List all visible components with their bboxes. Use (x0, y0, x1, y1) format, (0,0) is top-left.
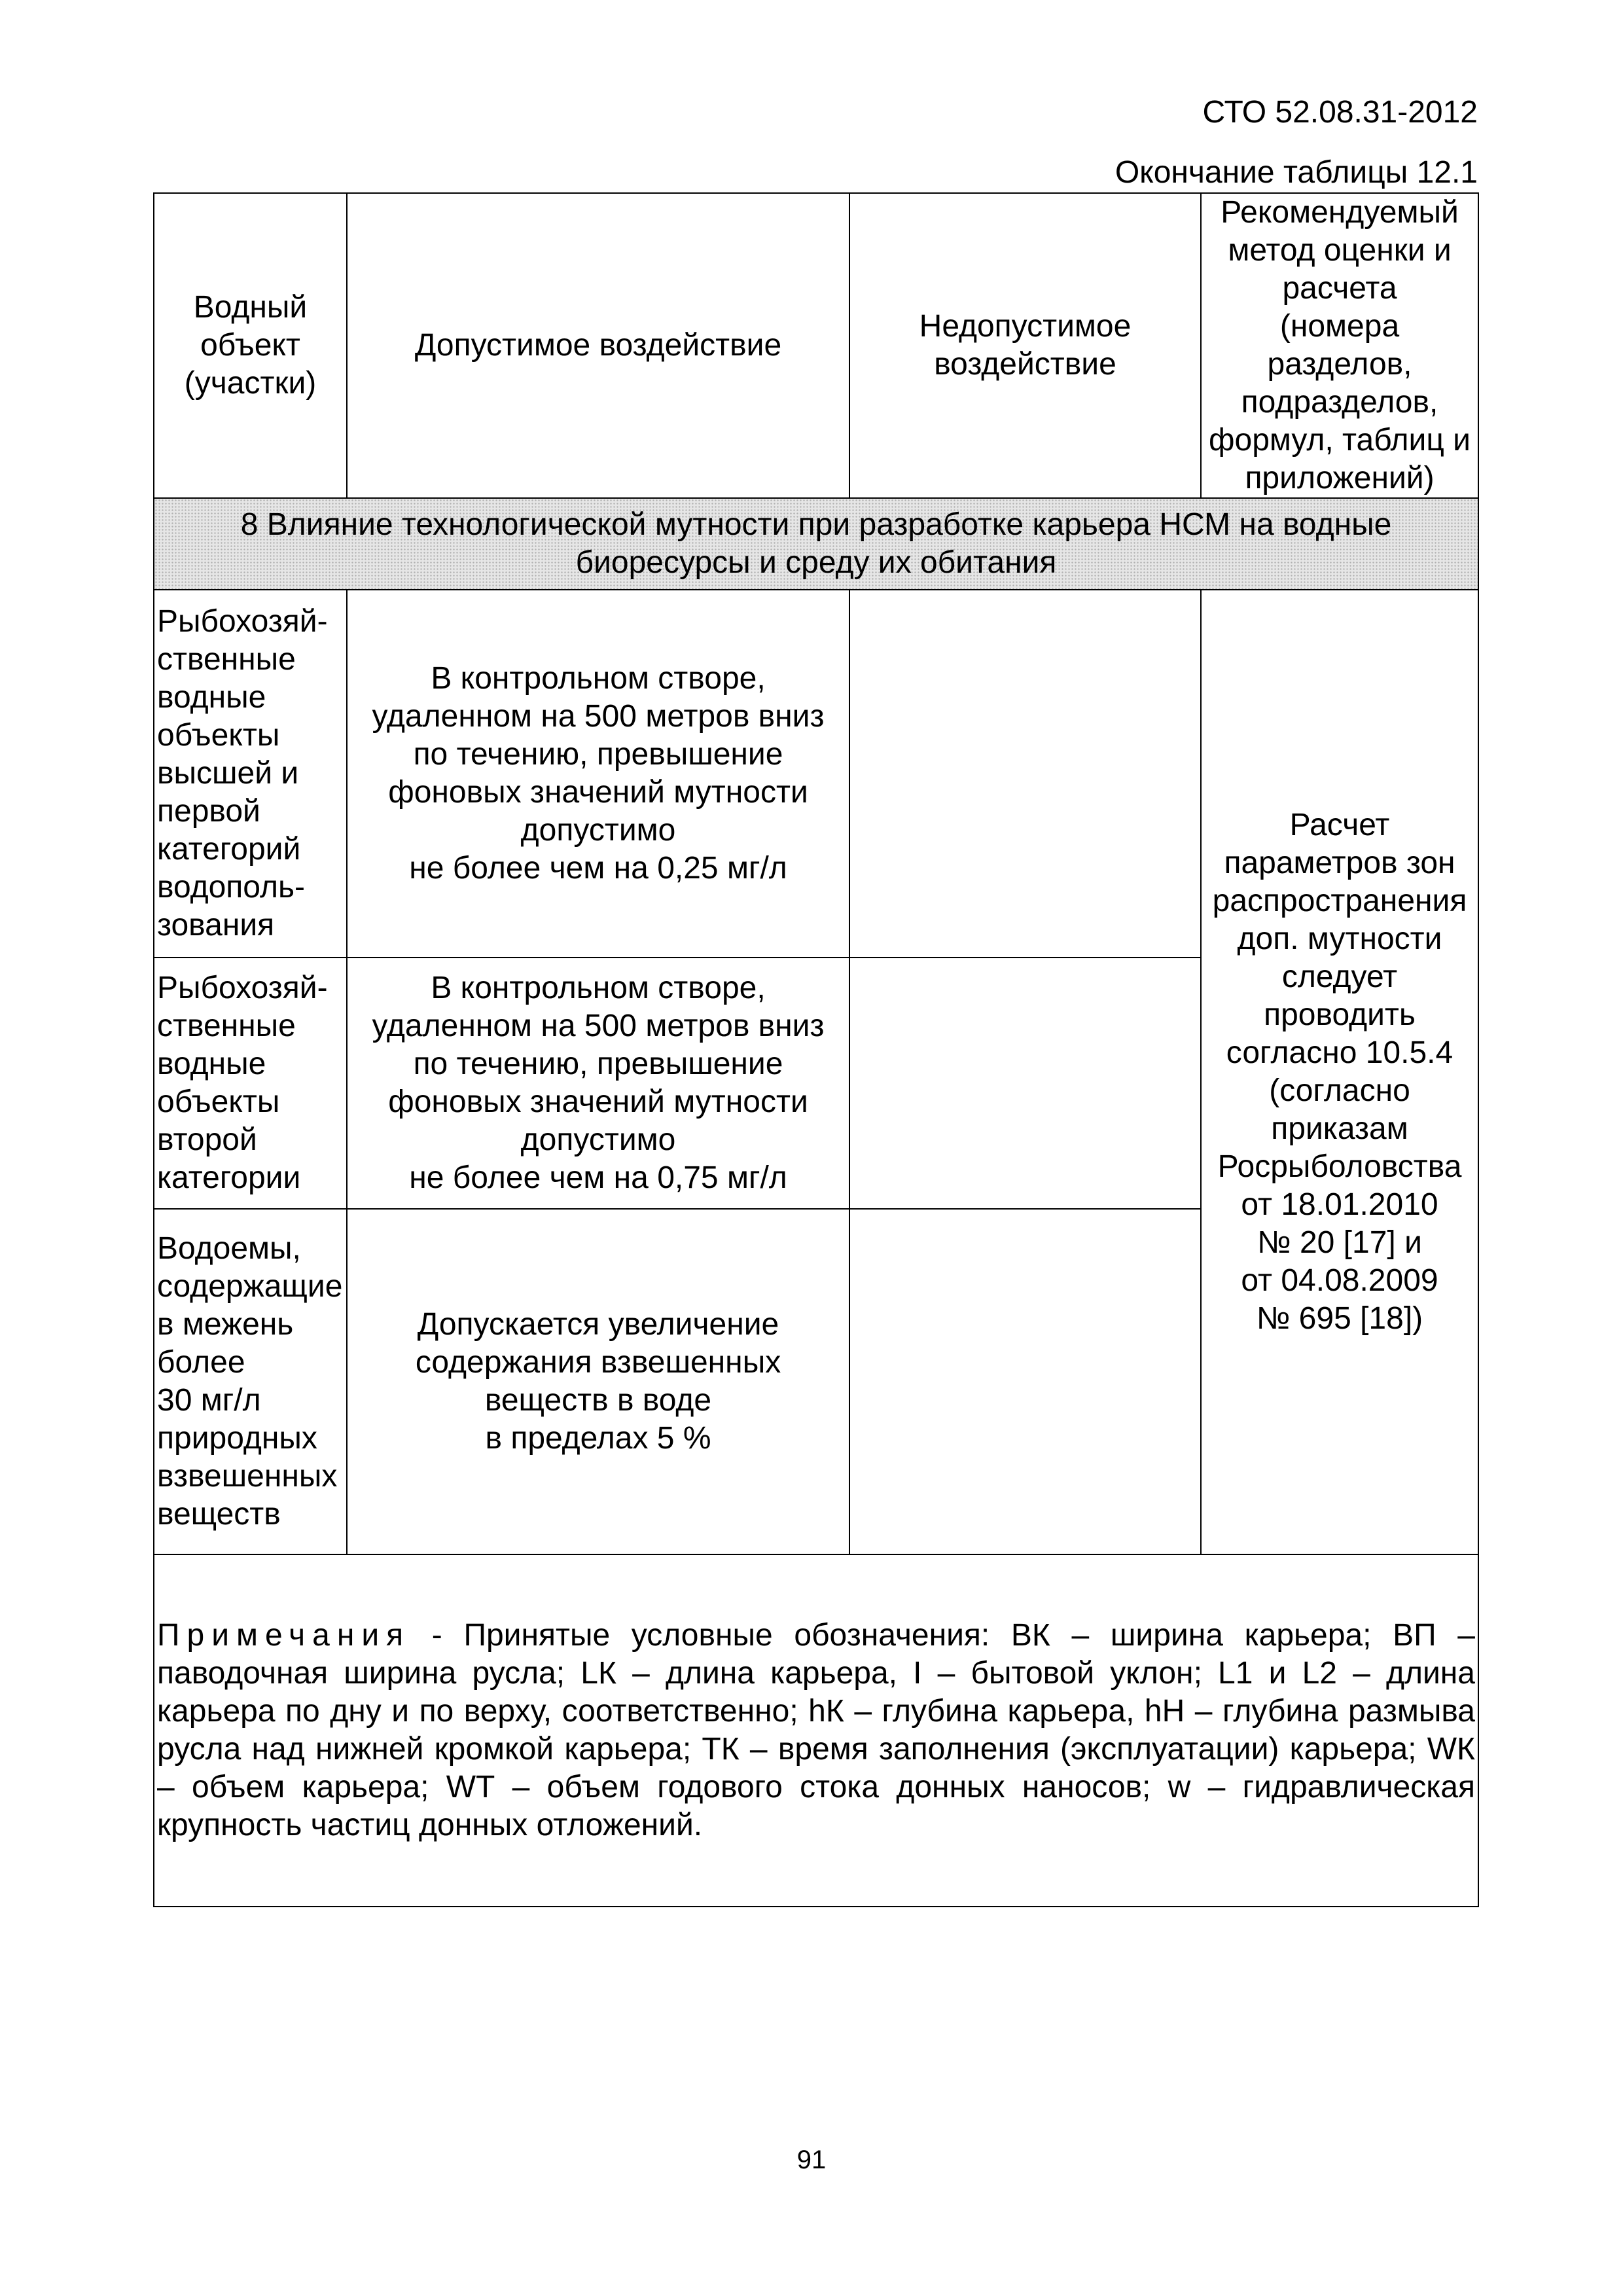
disallowed-impact-cell (849, 1209, 1201, 1554)
table-note (154, 1554, 1478, 1907)
section-heading: 8 Влияние технологической мутности при разработке карьера НСМ на водные биоресурсы и среду их обитания (154, 498, 1478, 590)
header-recommended-method: Рекомендуемый метод оценки и расчета (номера разделов, подразделов, формул, таблиц и приложений) (1201, 193, 1478, 498)
section-row (154, 498, 1478, 590)
table-header-row (154, 193, 1478, 498)
page-number: 91 (796, 2145, 827, 2174)
allowed-impact-cell: В контрольном створе, удаленном на 500 метров вниз по течению, превышение фоновых значений мутности допустимо не более чем на 0,25 мг/л (347, 590, 849, 958)
disallowed-impact-cell (849, 958, 1201, 1209)
document-code: СТО 52.08.31-2012 (1202, 95, 1478, 130)
note-text: - Принятые условные обозначения: BК – ширина карьера; BП – паводочная ширина русла; LК – длина карьера, I – бытовой уклон; L1 и L2 – длина карьера по дну и по верху, соответственно; hК – глубина карьера, hН – глубина размыва русла над нижней кромкой карьера; TК – время заполнения (эксплуатации) карьера; WК – объем карьера; WТ – объем годового стока донных наносов; w – гидравлическая крупность частиц донных отложений. (157, 1618, 1476, 1842)
table-row (154, 590, 1478, 958)
header-allowed-impact: Допустимое воздействие (347, 193, 849, 498)
impact-table (153, 192, 1479, 1907)
table-continuation-label: Окончание таблицы 12.1 (1115, 155, 1478, 190)
header-disallowed-impact: Недопустимое воздействие (849, 193, 1201, 498)
header-water-object: Водный объект (участки) (154, 193, 347, 498)
disallowed-impact-cell (849, 590, 1201, 958)
allowed-impact-cell: В контрольном створе, удаленном на 500 метров вниз по течению, превышение фоновых значений мутности допустимо не более чем на 0,75 мг/л (347, 958, 849, 1209)
note-row (154, 1554, 1478, 1907)
allowed-impact-cell: Допускается увеличение содержания взвешенных веществ в воде в пределах 5 % (347, 1209, 849, 1554)
water-object-cell: Рыбохозяй- ственные водные объекты второй категории (154, 958, 347, 1209)
water-object-cell: Водоемы, содержащие в межень более 30 мг/л природных взвешенных веществ (154, 1209, 347, 1554)
water-object-cell: Рыбохозяй- ственные водные объекты высшей и первой категорий водополь- зования (154, 590, 347, 958)
note-label: Примечания (157, 1618, 411, 1653)
recommended-method-cell: Расчет параметров зон распространения доп. мутности следует проводить согласно 10.5.4 (согласно приказам Росрыболовства от 18.01.2010 № 20 [17] и от 04.08.2009 № 695 [18]) (1201, 590, 1478, 1554)
